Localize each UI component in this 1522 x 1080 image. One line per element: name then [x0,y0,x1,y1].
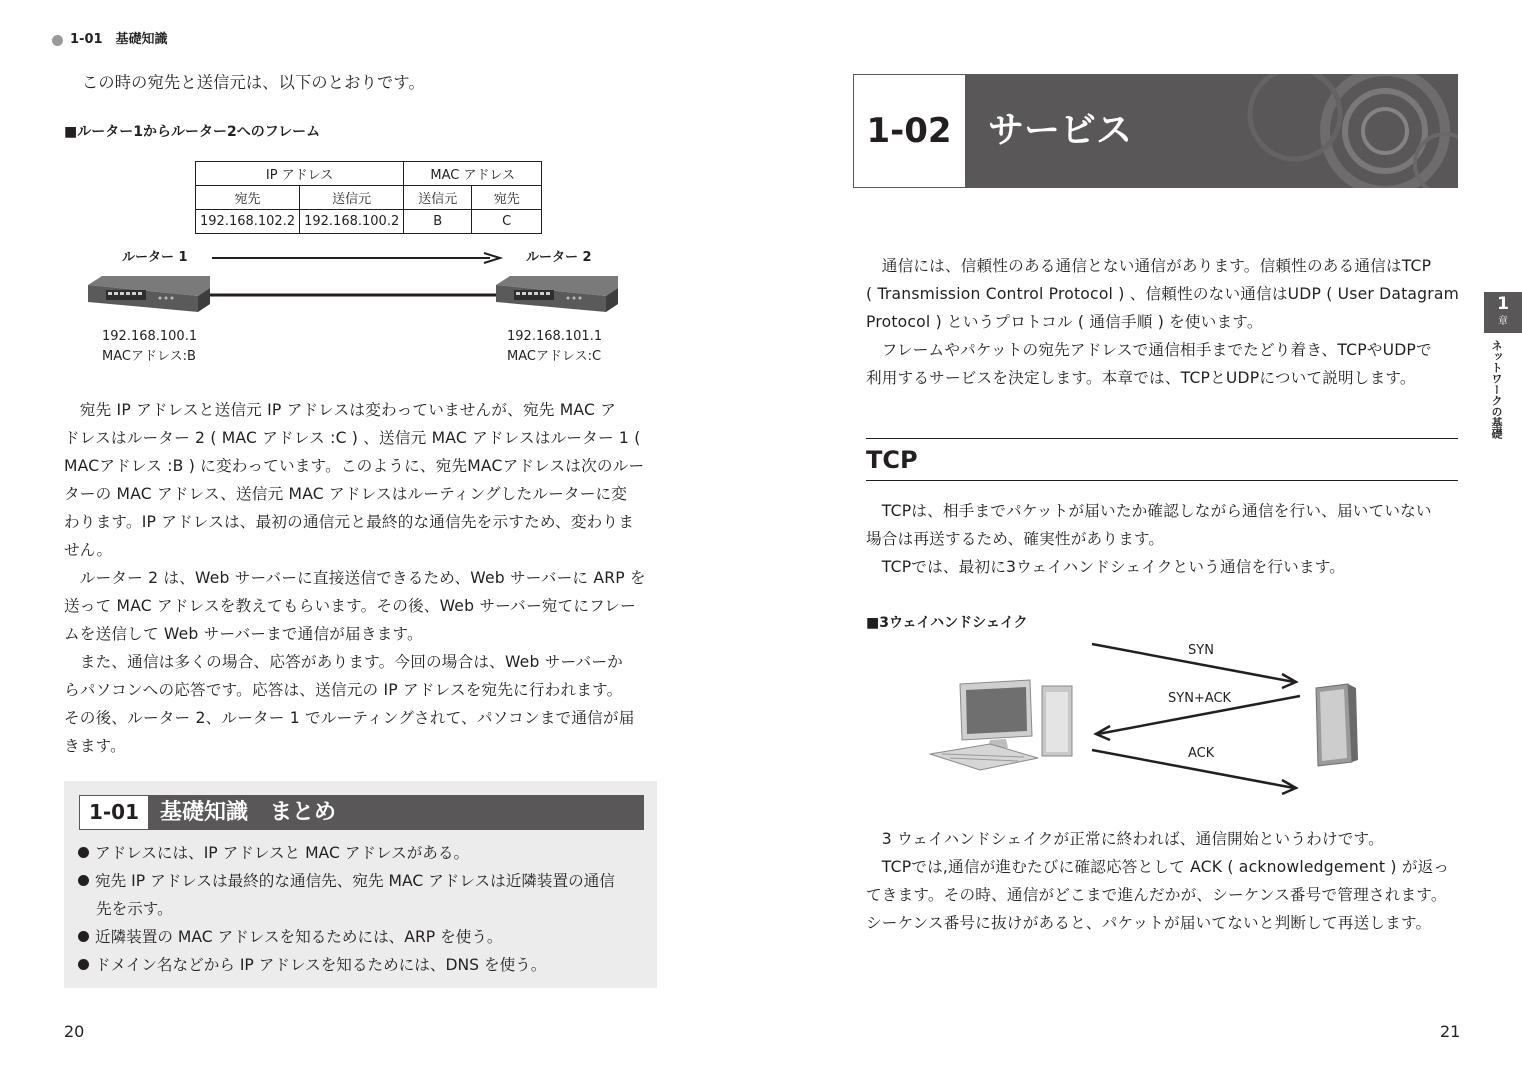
body-line: MACアドレス :B ) に変わっています。このように、宛先MACアドレスは次のルー [64,457,645,475]
chapter-label: 章 [1498,316,1508,327]
table-header-ip: IP アドレス [196,162,404,186]
summary-number: 1-01 [79,795,149,830]
summary-item: 宛先 IP アドレスは最終的な通信先、宛先 MAC アドレスは近隣装置の通信 [78,867,615,895]
body-line: TCPでは、最初に3ウェイハンドシェイクという通信を行います。 [866,558,1346,576]
body-line: 通信には、信頼性のある通信とない通信があります。信頼性のある通信はTCP [866,257,1432,275]
chapter-number: 1 [1497,294,1509,314]
router2-ip: 192.168.101.1 [507,329,603,344]
chapter-tab [1484,292,1522,333]
body-line: てきます。その時、通信がどこまで進んだかが、シーケンス番号で管理されます。 [866,886,1447,904]
body-line: その後、ルーター 2、ルーター 1 でルーティングされて、パソコンまで通信が届 [64,709,635,727]
running-header: 1-01 基礎知識 [70,32,168,47]
page-number-left: 20 [64,1022,85,1041]
page-number-right: 21 [1440,1022,1461,1041]
router1-label: ルーター 1 [122,250,188,265]
table-cell-mac-dst: C [472,210,542,234]
bullet-icon [78,931,89,942]
pc-icon [930,680,1072,770]
body-line: わります。IP アドレスは、最初の通信元と最終的な通信先を示すため、変わりま [64,513,635,531]
bullet-icon [78,875,89,886]
synack-label: SYN+ACK [1168,691,1232,706]
body-line: ( Transmission Control Protocol ) 、信頼性のない通信はUDP ( User Datagram [866,285,1460,303]
table-cell-ip-src: 192.168.100.2 [300,210,404,234]
router2-mac: MACアドレス:C [507,349,602,364]
bullet-icon [78,959,89,970]
tcp-body-text [866,497,1432,581]
router2-icon [496,276,618,312]
body-line: きます。 [64,737,126,755]
table-col-ip-src: 送信元 [300,186,404,210]
table-cell-ip-dst: 192.168.102.2 [196,210,300,234]
router-diagram [80,240,640,320]
body-line: ターの MAC アドレス、送信元 MAC アドレスはルーティングしたルーターに変 [64,485,628,503]
syn-label: SYN [1188,643,1214,658]
summary-item: アドレスには、IP アドレスと MAC アドレスがある。 [78,839,469,867]
heading-rule-top [866,438,1458,439]
body-line: 場合は再送するため、確実性があります。 [866,530,1165,548]
section-number: 1-02 [866,111,952,151]
right-intro-text [866,252,1459,392]
router1-icon [88,276,210,312]
body-line: また、通信は多くの場合、応答があります。今回の場合は、Web サーバーか [64,653,623,671]
summary-item-continued: 先を示す。 [96,900,173,918]
summary-title: 基礎知識 まとめ [160,800,337,825]
tcp-heading: TCP [866,446,918,474]
table-col-mac-dst: 宛先 [472,186,542,210]
table-header-mac: MAC アドレス [404,162,542,186]
intro-text: この時の宛先と送信元は、以下のとおりです。 [82,73,425,92]
body-line: シーケンス番号に抜けがあると、パケットが届いてないと判断して再送します。 [866,914,1432,932]
body-line: Protocol ) というプロトコル ( 通信手順 ) を使います。 [866,313,1263,331]
section-title: サービス [988,110,1133,151]
figure-caption-handshake: ■3ウェイハンドシェイク [866,615,1028,631]
body-line: ムを送信して Web サーバーまで通信が届きます。 [64,625,423,643]
router2-label: ルーター 2 [526,250,592,265]
frame-table [195,161,542,234]
chapter-title-vertical: ネットワークの基礎 [1490,340,1503,439]
body-line: ルーター 2 は、Web サーバーに直接送信できるため、Web サーバーに ARP を [64,569,646,587]
body-line: フレームやパケットの宛先アドレスで通信相手までたどり着き、TCPやUDPで [866,341,1432,359]
bullet-icon [78,847,89,858]
body-line: らパソコンへの応答です。応答は、送信元の IP アドレスを宛先に行われます。 [64,681,623,699]
heading-rule-bottom [866,480,1458,481]
table-col-mac-src: 送信元 [404,186,472,210]
router1-mac: MACアドレス:B [102,349,196,364]
body-line: 利用するサービスを決定します。本章では、TCPとUDPについて説明します。 [866,369,1416,387]
ack-label: ACK [1188,746,1215,761]
after-handshake-text [866,825,1449,937]
summary-item: 近隣装置の MAC アドレスを知るためには、ARP を使う。 [78,923,503,951]
router1-ip: 192.168.100.1 [102,329,198,344]
body-line: せん。 [64,541,113,559]
body-line: TCPでは,通信が進むたびに確認応答として ACK ( acknowledgement ) が返っ [866,858,1450,876]
table-cell-mac-src: B [404,210,472,234]
body-line: 送って MAC アドレスを教えてもらいます。その後、Web サーバー宛てにフレー [64,597,636,615]
body-line: ドレスはルーター 2 ( MAC アドレス :C ) 、送信元 MAC アドレスはルーター 1 ( [64,429,641,447]
handshake-diagram [920,636,1380,806]
body-line: TCPは、相手までパケットが届いたか確認しながら通信を行い、届いていない [866,502,1432,520]
body-line: 3 ウェイハンドシェイクが正常に終われば、通信開始というわけです。 [866,830,1384,848]
left-body-text [64,396,646,760]
summary-item: ドメイン名などから IP アドレスを知るためには、DNS を使う。 [78,951,546,979]
figure-caption-frame: ■ルーター1からルーター2へのフレーム [64,124,321,140]
server-icon [1316,684,1358,766]
header-bullet-icon [52,35,63,46]
table-col-ip-dst: 宛先 [196,186,300,210]
body-line: 宛先 IP アドレスと送信元 IP アドレスは変わっていませんが、宛先 MAC ア [64,401,617,419]
